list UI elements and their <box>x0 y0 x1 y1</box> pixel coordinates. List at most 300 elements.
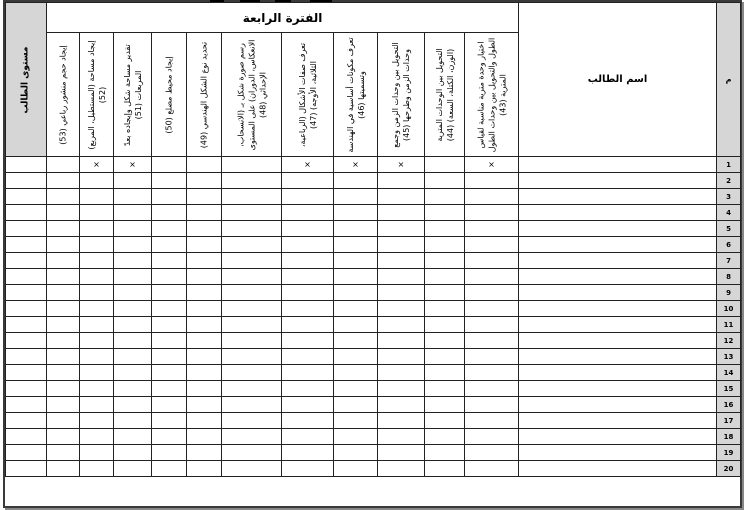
skill-cell[interactable] <box>378 333 425 349</box>
skill-cell[interactable] <box>152 237 187 253</box>
skill-cell[interactable] <box>80 253 114 269</box>
row-number: 15 <box>717 381 741 397</box>
skill-cell[interactable] <box>80 381 114 397</box>
skill-cell[interactable] <box>465 269 519 285</box>
skill-mark[interactable]: × <box>80 157 114 173</box>
student-name-cell[interactable] <box>519 221 717 237</box>
student-level-cell[interactable] <box>6 301 47 317</box>
skill-cell[interactable] <box>80 365 114 381</box>
skill-cell[interactable] <box>114 413 152 429</box>
skill-cell[interactable] <box>465 333 519 349</box>
skill-cell[interactable] <box>152 285 187 301</box>
skill-cell[interactable] <box>378 445 425 461</box>
skill-cell[interactable] <box>282 205 334 221</box>
skill-cell[interactable] <box>47 173 80 189</box>
skill-cell[interactable] <box>378 365 425 381</box>
skill-cell[interactable] <box>222 189 282 205</box>
student-name-cell[interactable] <box>519 429 717 445</box>
skill-cell[interactable] <box>187 157 222 173</box>
skill-cell[interactable] <box>47 301 80 317</box>
skill-cell[interactable] <box>465 253 519 269</box>
skill-cell[interactable] <box>378 221 425 237</box>
skill-cell[interactable] <box>222 317 282 333</box>
skill-cell[interactable] <box>114 397 152 413</box>
skill-cell[interactable] <box>334 413 378 429</box>
skill-cell[interactable] <box>282 333 334 349</box>
skill-cell[interactable] <box>282 285 334 301</box>
table-row <box>6 381 741 397</box>
skill-cell[interactable] <box>282 381 334 397</box>
student-name-cell[interactable] <box>519 445 717 461</box>
skill-cell[interactable] <box>378 301 425 317</box>
skill-cell[interactable] <box>465 365 519 381</box>
skill-cell[interactable] <box>114 205 152 221</box>
skill-cell[interactable] <box>425 333 465 349</box>
skill-cell[interactable] <box>152 461 187 477</box>
skill-mark[interactable]: × <box>378 157 425 173</box>
skill-cell[interactable] <box>465 445 519 461</box>
student-name-cell[interactable] <box>519 381 717 397</box>
student-name-header: اسم الطالب <box>519 3 717 157</box>
skill-cell[interactable] <box>47 445 80 461</box>
skill-cell[interactable] <box>47 221 80 237</box>
skill-cell[interactable] <box>222 157 282 173</box>
skill-cell[interactable] <box>282 221 334 237</box>
skill-cell[interactable] <box>152 253 187 269</box>
skill-cell[interactable] <box>425 253 465 269</box>
skill-cell[interactable] <box>465 189 519 205</box>
skill-cell[interactable] <box>47 461 80 477</box>
skill-cell[interactable] <box>425 445 465 461</box>
skill-cell[interactable] <box>114 429 152 445</box>
skill-cell[interactable] <box>334 349 378 365</box>
skill-cell[interactable] <box>47 285 80 301</box>
skill-cell[interactable] <box>222 413 282 429</box>
skill-cell[interactable] <box>378 397 425 413</box>
skill-cell[interactable] <box>222 365 282 381</box>
skill-cell[interactable] <box>187 413 222 429</box>
student-name-cell[interactable] <box>519 205 717 221</box>
skill-cell[interactable] <box>425 317 465 333</box>
student-level-cell[interactable] <box>6 253 47 269</box>
skill-cell[interactable] <box>47 205 80 221</box>
student-name-cell[interactable] <box>519 349 717 365</box>
skill-cell[interactable] <box>187 221 222 237</box>
table-row <box>6 205 741 221</box>
skill-cell[interactable] <box>114 333 152 349</box>
table-row <box>6 269 741 285</box>
skill-cell[interactable] <box>334 333 378 349</box>
skill-cell[interactable] <box>334 365 378 381</box>
skill-cell[interactable] <box>378 253 425 269</box>
skill-cell[interactable] <box>114 461 152 477</box>
skill-cell[interactable] <box>152 349 187 365</box>
student-level-cell[interactable] <box>6 461 47 477</box>
student-name-cell[interactable] <box>519 413 717 429</box>
table-row <box>6 157 741 173</box>
student-name-cell[interactable] <box>519 333 717 349</box>
skill-cell[interactable] <box>334 461 378 477</box>
skill-cell[interactable] <box>222 285 282 301</box>
skill-cell[interactable] <box>47 253 80 269</box>
skill-cell[interactable] <box>465 221 519 237</box>
skill-cell[interactable] <box>187 381 222 397</box>
student-name-cell[interactable] <box>519 173 717 189</box>
skill-cell[interactable] <box>425 461 465 477</box>
skill-cell[interactable] <box>334 253 378 269</box>
skill-cell[interactable] <box>378 461 425 477</box>
skill-cell[interactable] <box>378 349 425 365</box>
skill-cell[interactable] <box>282 269 334 285</box>
skill-cell[interactable] <box>187 333 222 349</box>
skill-cell[interactable] <box>282 237 334 253</box>
skill-cell[interactable] <box>465 461 519 477</box>
skill-cell[interactable] <box>80 189 114 205</box>
skill-cell[interactable] <box>282 461 334 477</box>
skill-cell[interactable] <box>282 253 334 269</box>
skill-mark[interactable]: × <box>114 157 152 173</box>
skill-cell[interactable] <box>465 205 519 221</box>
table-row <box>6 349 741 365</box>
skill-cell[interactable] <box>187 269 222 285</box>
student-name-cell[interactable] <box>519 157 717 173</box>
skill-cell[interactable] <box>47 269 80 285</box>
skill-cell[interactable] <box>222 269 282 285</box>
row-number: 7 <box>717 253 741 269</box>
student-level-cell[interactable] <box>6 445 47 461</box>
skill-cell[interactable] <box>47 429 80 445</box>
skill-cell[interactable] <box>152 317 187 333</box>
skill-cell[interactable] <box>47 397 80 413</box>
skill-cell[interactable] <box>282 349 334 365</box>
skill-cell[interactable] <box>114 269 152 285</box>
skill-cell[interactable] <box>334 237 378 253</box>
skill-cell[interactable] <box>152 429 187 445</box>
student-level-cell[interactable] <box>6 173 47 189</box>
skill-cell[interactable] <box>152 157 187 173</box>
skill-cell[interactable] <box>80 349 114 365</box>
row-number: 20 <box>717 461 741 477</box>
skill-cell[interactable] <box>47 413 80 429</box>
skill-cell[interactable] <box>152 205 187 221</box>
skill-cell[interactable] <box>222 349 282 365</box>
skill-cell[interactable] <box>334 317 378 333</box>
skill-cell[interactable] <box>222 461 282 477</box>
skill-header <box>152 33 187 157</box>
skill-cell[interactable] <box>334 381 378 397</box>
skill-cell[interactable] <box>465 173 519 189</box>
skill-cell[interactable] <box>187 301 222 317</box>
skill-cell[interactable] <box>80 317 114 333</box>
student-level-cell[interactable] <box>6 381 47 397</box>
skill-header-label: تعرف صفات الأشكال (الرباعية، الثلاثية، الأوجه) (47) <box>297 42 318 147</box>
skill-cell[interactable] <box>334 269 378 285</box>
skill-cell[interactable] <box>378 189 425 205</box>
skill-cell[interactable] <box>222 205 282 221</box>
skill-cell[interactable] <box>47 157 80 173</box>
student-name-cell[interactable] <box>519 189 717 205</box>
student-level-cell[interactable] <box>6 237 47 253</box>
skill-cell[interactable] <box>222 253 282 269</box>
skill-cell[interactable] <box>187 317 222 333</box>
skill-cell[interactable] <box>425 301 465 317</box>
table-row <box>6 189 741 205</box>
skill-cell[interactable] <box>187 445 222 461</box>
skill-cell[interactable] <box>425 381 465 397</box>
skill-cell[interactable] <box>187 189 222 205</box>
skill-cell[interactable] <box>152 301 187 317</box>
skill-cell[interactable] <box>222 221 282 237</box>
skill-cell[interactable] <box>465 413 519 429</box>
skill-cell[interactable] <box>378 429 425 445</box>
skill-cell[interactable] <box>222 173 282 189</box>
skill-cell[interactable] <box>114 365 152 381</box>
skill-cell[interactable] <box>334 301 378 317</box>
skill-header-label: تعرف مكونات أساسية في الهندسة وتسميتها (46) <box>345 36 366 153</box>
student-level-cell[interactable] <box>6 349 47 365</box>
student-level-cell[interactable] <box>6 285 47 301</box>
skill-cell[interactable] <box>114 189 152 205</box>
skill-header <box>282 33 334 157</box>
skill-cell[interactable] <box>152 189 187 205</box>
skill-cell[interactable] <box>465 237 519 253</box>
skill-cell[interactable] <box>334 205 378 221</box>
skill-mark[interactable]: × <box>465 157 519 173</box>
student-level-cell[interactable] <box>6 429 47 445</box>
skill-cell[interactable] <box>47 349 80 365</box>
student-name-cell[interactable] <box>519 317 717 333</box>
skill-cell[interactable] <box>80 269 114 285</box>
skill-cell[interactable] <box>222 301 282 317</box>
skill-cell[interactable] <box>425 285 465 301</box>
skill-cell[interactable] <box>114 301 152 317</box>
skill-cell[interactable] <box>80 221 114 237</box>
skill-cell[interactable] <box>465 317 519 333</box>
skill-cell[interactable] <box>187 429 222 445</box>
period-title: الفترة الرابعة <box>47 3 519 33</box>
student-name-cell[interactable] <box>519 237 717 253</box>
table-row <box>6 461 741 477</box>
skill-cell[interactable] <box>425 349 465 365</box>
skill-cell[interactable] <box>114 317 152 333</box>
skill-cell[interactable] <box>425 221 465 237</box>
skill-cell[interactable] <box>114 381 152 397</box>
student-level-cell[interactable] <box>6 333 47 349</box>
row-number: 1 <box>717 157 741 173</box>
skill-cell[interactable] <box>378 317 425 333</box>
skill-header <box>334 33 378 157</box>
student-level-cell[interactable] <box>6 269 47 285</box>
skill-cell[interactable] <box>222 429 282 445</box>
student-name-cell[interactable] <box>519 285 717 301</box>
skill-mark[interactable]: × <box>334 157 378 173</box>
skill-cell[interactable] <box>465 381 519 397</box>
skill-cell[interactable] <box>187 461 222 477</box>
skill-cell[interactable] <box>114 221 152 237</box>
skill-cell[interactable] <box>152 221 187 237</box>
skill-cell[interactable] <box>282 365 334 381</box>
skill-header <box>80 33 114 157</box>
skill-cell[interactable] <box>152 381 187 397</box>
skill-header <box>114 33 152 157</box>
skill-cell[interactable] <box>465 349 519 365</box>
student-level-cell[interactable] <box>6 317 47 333</box>
skill-cell[interactable] <box>80 301 114 317</box>
skill-cell[interactable] <box>334 429 378 445</box>
skill-cell[interactable] <box>47 381 80 397</box>
student-level-header <box>6 3 47 157</box>
skill-cell[interactable] <box>47 317 80 333</box>
skill-cell[interactable] <box>222 237 282 253</box>
skill-mark[interactable]: × <box>282 157 334 173</box>
student-level-cell[interactable] <box>6 221 47 237</box>
skill-cell[interactable] <box>80 333 114 349</box>
skill-cell[interactable] <box>152 397 187 413</box>
table-row <box>6 301 741 317</box>
skill-cell[interactable] <box>282 413 334 429</box>
skill-cell[interactable] <box>282 317 334 333</box>
skill-cell[interactable] <box>378 413 425 429</box>
skill-cell[interactable] <box>80 173 114 189</box>
skill-cell[interactable] <box>425 173 465 189</box>
row-number: 11 <box>717 317 741 333</box>
student-name-cell[interactable] <box>519 269 717 285</box>
skill-cell[interactable] <box>334 189 378 205</box>
skill-cell[interactable] <box>222 445 282 461</box>
skill-cell[interactable] <box>282 445 334 461</box>
skill-cell[interactable] <box>187 397 222 413</box>
skill-header-label: التحويل بين وحدات الزمن وجمع وحدات الزمن وطرحها (45) <box>391 41 411 148</box>
skill-cell[interactable] <box>114 349 152 365</box>
student-name-cell[interactable] <box>519 461 717 477</box>
skill-cell[interactable] <box>425 157 465 173</box>
skill-header-label: إيجاد حجم منشور رباعي (53) <box>58 44 68 145</box>
skill-cell[interactable] <box>114 237 152 253</box>
skill-cell[interactable] <box>334 397 378 413</box>
row-number: 18 <box>717 429 741 445</box>
skill-cell[interactable] <box>152 365 187 381</box>
skill-cell[interactable] <box>425 413 465 429</box>
skill-cell[interactable] <box>282 173 334 189</box>
skill-cell[interactable] <box>282 397 334 413</box>
skill-cell[interactable] <box>47 333 80 349</box>
skill-header-label: تقدير مساحة شكل وإيجاده بعدّ المربعات (51) <box>122 43 143 146</box>
row-number: 9 <box>717 285 741 301</box>
skill-cell[interactable] <box>425 429 465 445</box>
skill-cell[interactable] <box>187 173 222 189</box>
skill-cell[interactable] <box>378 269 425 285</box>
skill-cell[interactable] <box>425 237 465 253</box>
skill-cell[interactable] <box>114 285 152 301</box>
skill-cell[interactable] <box>80 397 114 413</box>
table-row <box>6 285 741 301</box>
skill-cell[interactable] <box>80 429 114 445</box>
student-name-cell[interactable] <box>519 397 717 413</box>
student-level-cell[interactable] <box>6 365 47 381</box>
skill-cell[interactable] <box>282 429 334 445</box>
table-row <box>6 365 741 381</box>
skill-cell[interactable] <box>425 269 465 285</box>
row-number: 13 <box>717 349 741 365</box>
skill-cell[interactable] <box>378 173 425 189</box>
skill-cell[interactable] <box>80 461 114 477</box>
skill-cell[interactable] <box>222 333 282 349</box>
skill-cell[interactable] <box>80 205 114 221</box>
student-name-cell[interactable] <box>519 253 717 269</box>
skill-cell[interactable] <box>222 397 282 413</box>
skill-cell[interactable] <box>80 285 114 301</box>
skill-cell[interactable] <box>187 237 222 253</box>
skill-cell[interactable] <box>152 269 187 285</box>
skill-cell[interactable] <box>465 429 519 445</box>
skill-cell[interactable] <box>152 445 187 461</box>
skill-cell[interactable] <box>282 189 334 205</box>
skill-cell[interactable] <box>465 301 519 317</box>
skill-cell[interactable] <box>378 205 425 221</box>
row-number: 6 <box>717 237 741 253</box>
skill-cell[interactable] <box>187 285 222 301</box>
skill-cell[interactable] <box>47 365 80 381</box>
skill-cell[interactable] <box>152 333 187 349</box>
skill-header-label: إيجاد مساحة (المستطيل، المربع) (52) <box>86 39 107 150</box>
skill-cell[interactable] <box>187 365 222 381</box>
student-name-cell[interactable] <box>519 301 717 317</box>
skill-cell[interactable] <box>425 365 465 381</box>
skill-header-label: التحويل بين الوحدات المترية (الوزن، الكتلة، السعة) (44) <box>434 47 455 142</box>
skill-cell[interactable] <box>334 445 378 461</box>
student-level-cell[interactable] <box>6 189 47 205</box>
skill-cell[interactable] <box>152 413 187 429</box>
skill-cell[interactable] <box>378 237 425 253</box>
student-level-cell[interactable] <box>6 205 47 221</box>
skill-cell[interactable] <box>80 445 114 461</box>
skill-cell[interactable] <box>378 285 425 301</box>
skill-cell[interactable] <box>187 253 222 269</box>
table-row <box>6 397 741 413</box>
skill-cell[interactable] <box>187 205 222 221</box>
student-level-cell[interactable] <box>6 413 47 429</box>
student-level-cell[interactable] <box>6 397 47 413</box>
skill-cell[interactable] <box>152 173 187 189</box>
skill-cell[interactable] <box>334 221 378 237</box>
skill-cell[interactable] <box>334 285 378 301</box>
row-number: 19 <box>717 445 741 461</box>
skill-cell[interactable] <box>114 173 152 189</box>
skill-header-label: إيجاد محيط مضلع (50) <box>164 55 174 134</box>
skill-cell[interactable] <box>425 205 465 221</box>
skill-cell[interactable] <box>114 253 152 269</box>
skill-cell[interactable] <box>465 285 519 301</box>
skill-cell[interactable] <box>222 381 282 397</box>
skill-cell[interactable] <box>334 173 378 189</box>
skill-cell[interactable] <box>465 397 519 413</box>
skill-cell[interactable] <box>378 381 425 397</box>
skill-cell[interactable] <box>47 189 80 205</box>
row-number: 3 <box>717 189 741 205</box>
student-level-cell[interactable] <box>6 157 47 173</box>
skill-cell[interactable] <box>80 237 114 253</box>
table-row <box>6 333 741 349</box>
skill-cell[interactable] <box>114 445 152 461</box>
skill-cell[interactable] <box>80 413 114 429</box>
skill-cell[interactable] <box>425 189 465 205</box>
skill-cell[interactable] <box>282 301 334 317</box>
row-number: 4 <box>717 205 741 221</box>
student-name-cell[interactable] <box>519 365 717 381</box>
skill-cell[interactable] <box>425 397 465 413</box>
skill-cell[interactable] <box>47 237 80 253</box>
skill-cell[interactable] <box>187 349 222 365</box>
